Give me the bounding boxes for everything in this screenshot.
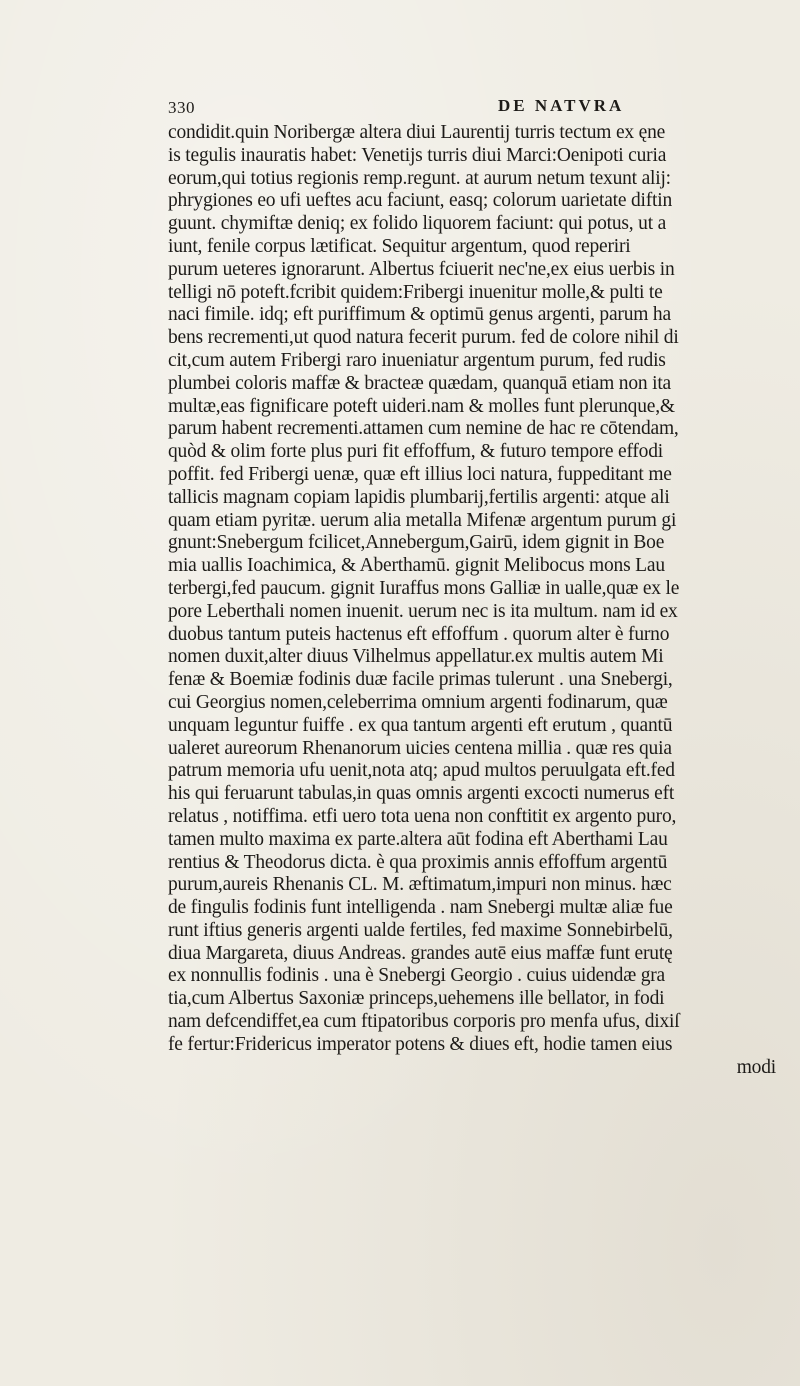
text-line: telligi nō poteft.fcribit quidem:Fribergi inuenitur molle,& pulti te bbox=[168, 281, 663, 303]
text-line: plumbei coloris maffæ & bracteæ quædam, quanquā etiam non ita bbox=[168, 372, 671, 394]
page-number: 330 bbox=[168, 98, 195, 117]
text-line: guunt. chymiftæ deniq; ex folido liquorem faciunt: qui potus, ut a bbox=[168, 213, 667, 235]
text-line: naci fimile. idq; eft puriffimum & optimū genus argenti, parum ha bbox=[168, 304, 671, 326]
text-line: parum habent recrementi.attamen cum nemine de hac re cōtendam, bbox=[168, 418, 679, 440]
text-line: fe fertur:Fridericus imperator potens & diues eft, hodie tamen eius bbox=[168, 1033, 673, 1055]
text-line: poffit. fed Fribergi uenæ, quæ eft illius loci natura, fuppeditant me bbox=[168, 463, 672, 485]
text-line: nam defcendiffet,ea cum ftipatoribus corporis pro menfa ufus, dixiſ bbox=[168, 1011, 680, 1033]
text-line: condidit.quin Noribergæ altera diui Laurentij turris tectum ex ęne bbox=[168, 122, 666, 143]
text-line: tamen multo maxima ex parte.altera aūt fodina eft Aberthami Lau bbox=[168, 828, 668, 850]
text-line: multæ,eas fignificare poteft uideri.nam & molles funt plerunque,& bbox=[168, 395, 675, 417]
text-line: cit,cum autem Fribergi raro inueniatur argentum purum, fed rudis bbox=[168, 349, 666, 371]
text-line: mia uallis Ioachimica, & Aberthamū. gignit Melibocus mons Lau bbox=[168, 555, 665, 577]
text-line: pore Leberthali nomen inuenit. uerum nec is ita multum. nam id ex bbox=[168, 600, 678, 622]
text-line: quam etiam pyritæ. uerum alia metalla Mifenæ argentum purum gi bbox=[168, 509, 677, 531]
text-line: eorum,qui totius regionis remp.regunt. at aurum netum texunt alij: bbox=[168, 167, 671, 189]
text-line: runt iftius generis argenti ualde fertiles, fed maxime Sonnebirbelū, bbox=[168, 919, 673, 941]
text-line: duobus tantum puteis hactenus eft effoffum . quorum alter è furno bbox=[168, 623, 670, 645]
text-line: his qui feruarunt tabulas,in quas omnis argenti excocti numerus eft bbox=[168, 783, 675, 805]
text-line: is tegulis inauratis habet: Venetijs turris diui Marci:Oenipoti curia bbox=[168, 144, 667, 166]
text-line: diua Margareta, diuus Andreas. grandes autē eius maffæ funt erutę bbox=[168, 942, 673, 964]
text-line: rentius & Theodorus dicta. è qua proximis annis effoffum argentū bbox=[168, 851, 668, 873]
text-line: tallicis magnam copiam lapidis plumbarij,fertilis argenti: atque ali bbox=[168, 486, 670, 508]
text-line: de fingulis fodinis funt intelligenda . nam Snebergi multæ aliæ fue bbox=[168, 897, 673, 919]
text-line: ualeret aureorum Rhenanorum uicies centena millia . quæ res quia bbox=[168, 737, 672, 759]
text-line: ex nonnullis fodinis . una è Snebergi Georgio . cuius uidendæ gra bbox=[168, 965, 665, 987]
running-head: DE NATVRA bbox=[498, 96, 625, 115]
text-line: quòd & olim forte plus puri fit effoffum, & futuro tempore effodi bbox=[168, 441, 663, 463]
text-line: terbergi,fed paucum. gignit Iuraffus mons Galliæ in ualle,quæ ex le bbox=[168, 577, 680, 599]
text-line: purum ueteres ignorarunt. Albertus fciuerit nec'ne,ex eius uerbis in bbox=[168, 258, 675, 280]
text-line: bens recrementi,ut quod natura fecerit purum. fed de colore nihil di bbox=[168, 327, 679, 349]
text-line: unquam leguntur fuiffe . ex qua tantum argenti eft erutum , quantū bbox=[168, 714, 673, 736]
text-line: fenæ & Boemiæ fodinis duæ facile primas tulerunt . una Snebergi, bbox=[168, 669, 673, 691]
text-line: cui Georgius nomen,celeberrima omnium argenti fodinarum, quæ bbox=[168, 691, 668, 713]
text-line: relatus , notiffima. etfi uero tota uena non conftitit ex argento puro, bbox=[168, 805, 677, 827]
text-line: nomen duxit,alter diuus Vilhelmus appellatur.ex multis autem Mi bbox=[168, 646, 664, 668]
text-line: purum,aureis Rhenanis CL. M. æftimatum,impuri non minus. hæc bbox=[168, 874, 672, 896]
text-line: patrum memoria ufu uenit,nota atq; apud multos peruulgata eft.fed bbox=[168, 760, 675, 782]
text-line: phrygiones eo ufi ueftes acu faciunt, easq; colorum uarietate diftin bbox=[168, 190, 673, 212]
text-line: iunt, fenile corpus lætificat. Sequitur argentum, quod reperiri bbox=[168, 235, 631, 257]
catchword: modi bbox=[736, 1056, 776, 1078]
text-line: gnunt:Snebergum fcilicet,Annebergum,Gairū, idem gignit in Boe bbox=[168, 532, 665, 554]
text-line: tia,cum Albertus Saxoniæ princeps,uehemens ille bellator, in fodi bbox=[168, 988, 665, 1010]
text-block bbox=[168, 122, 776, 1079]
page-header bbox=[168, 96, 768, 120]
